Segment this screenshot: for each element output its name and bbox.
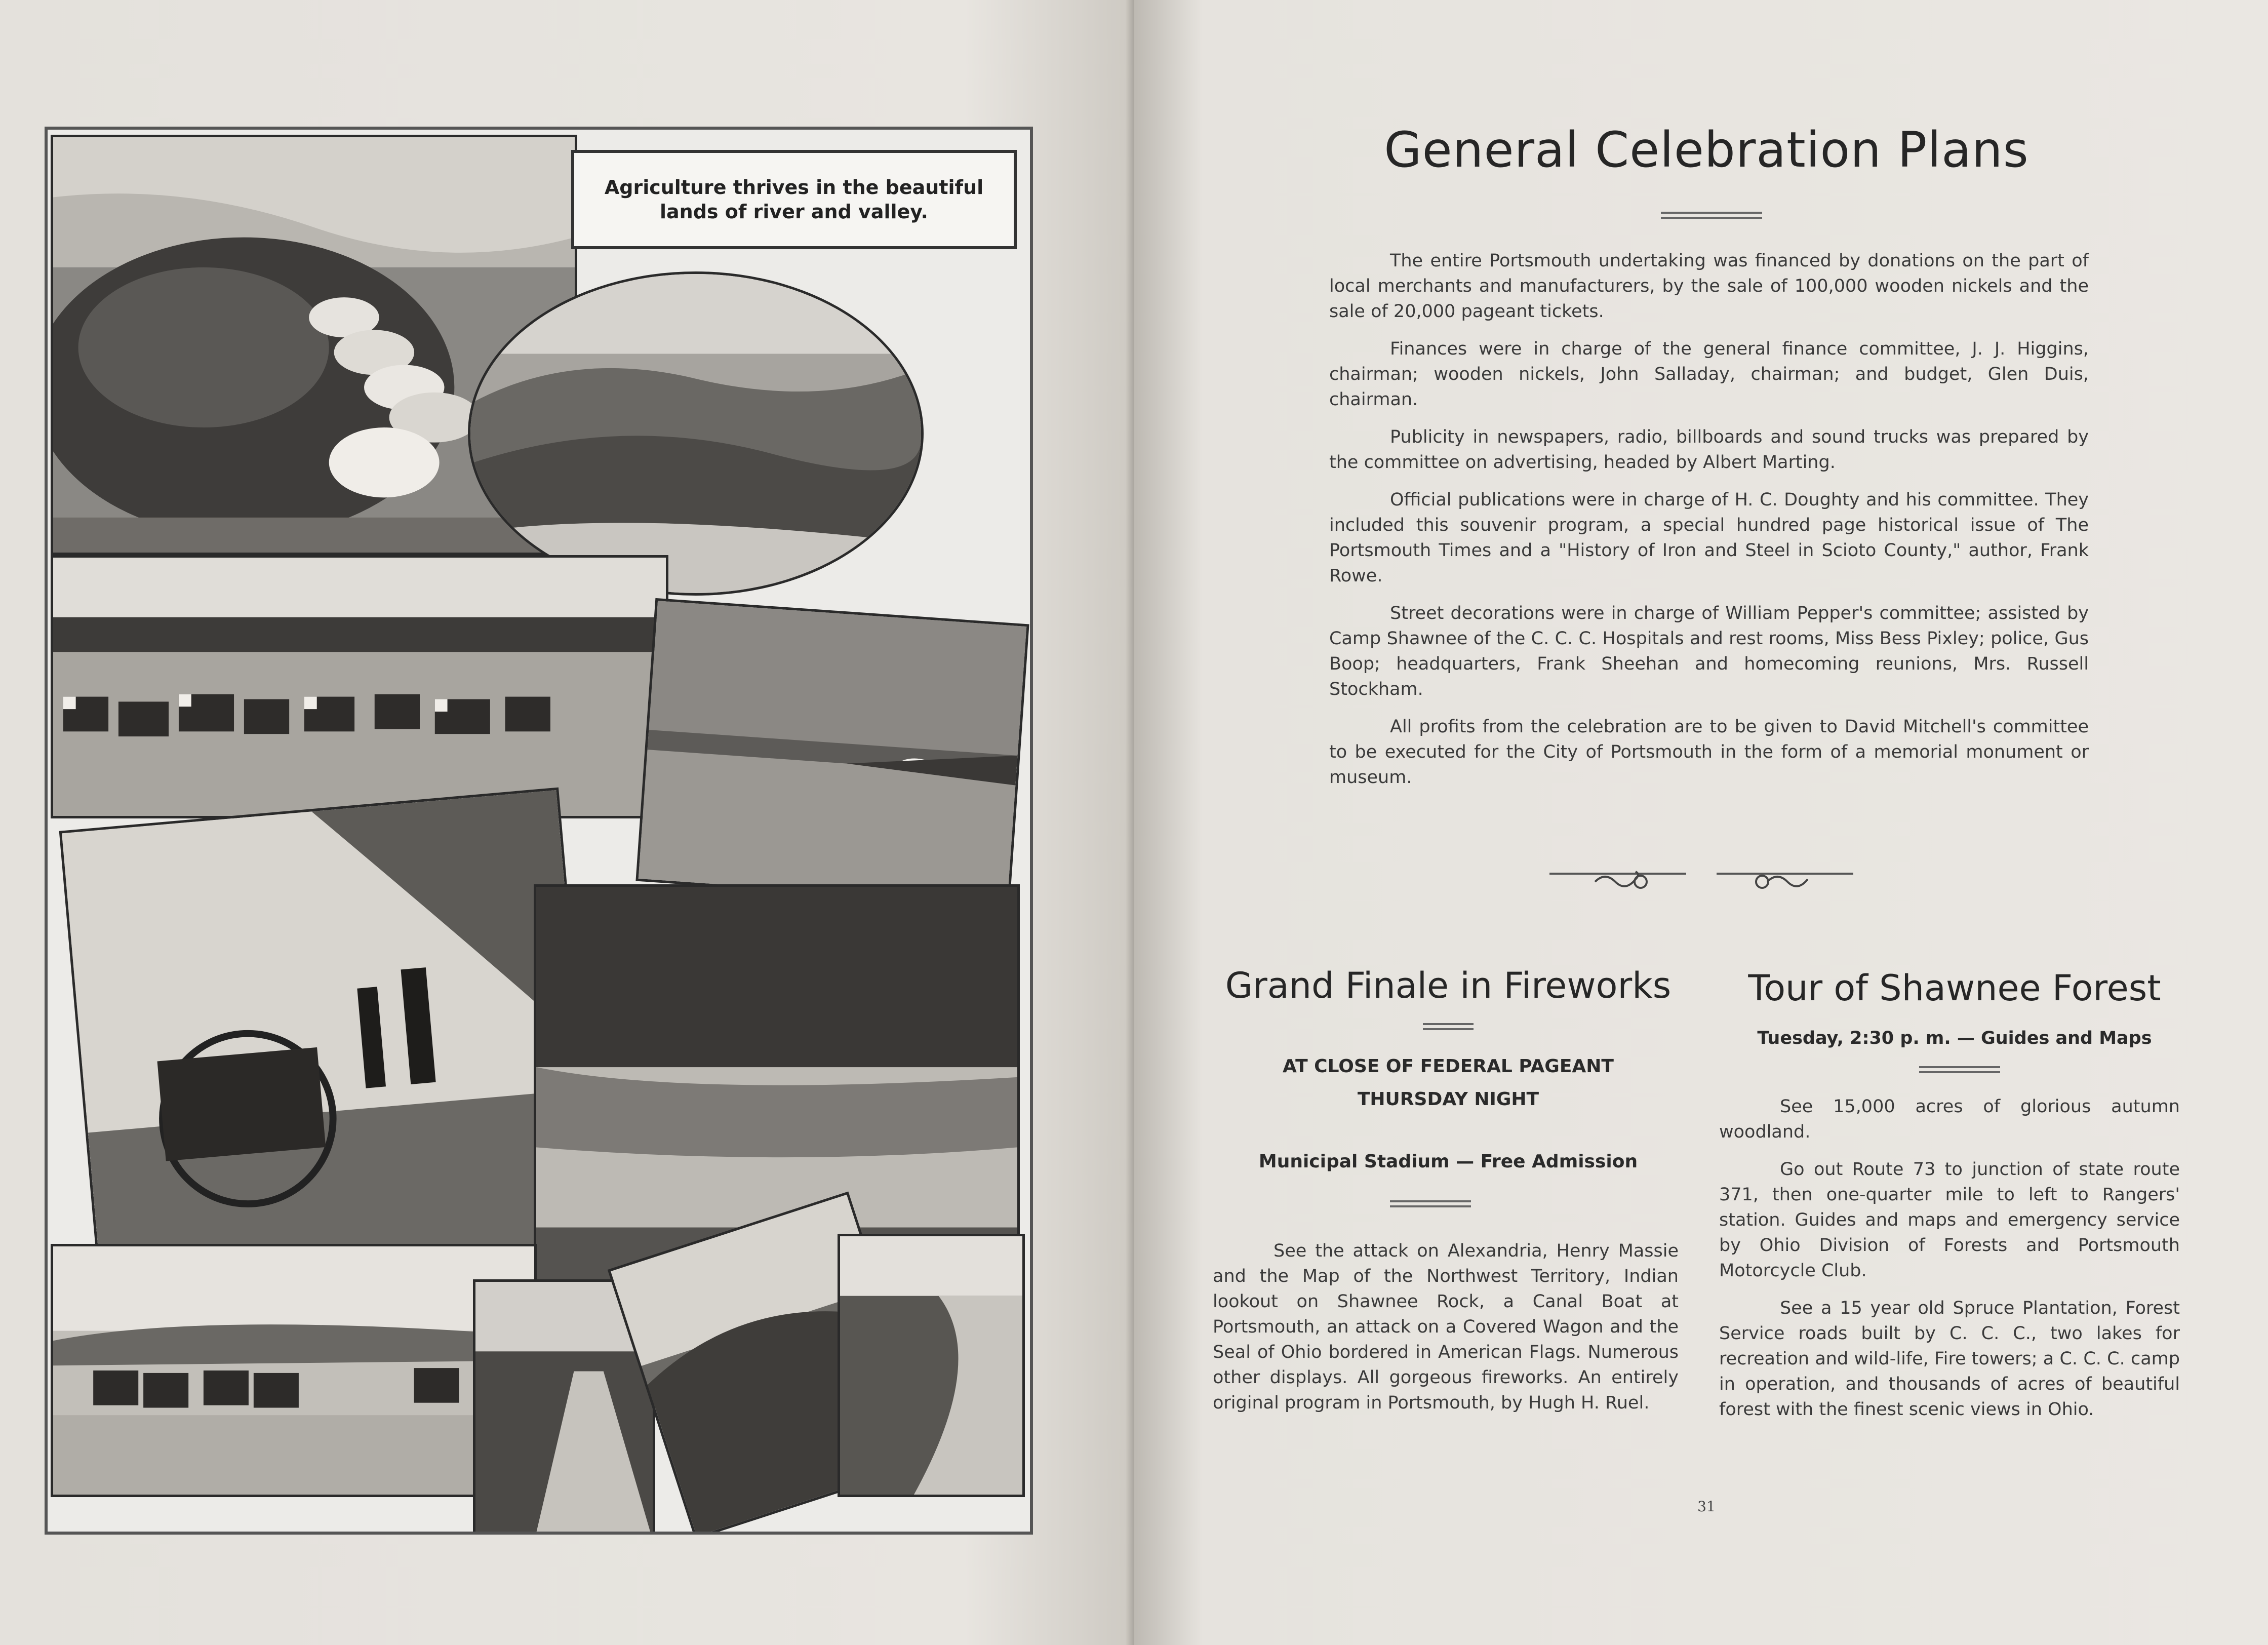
photo-horses-plowing: [51, 1244, 537, 1497]
forest-schedule: Tuesday, 2:30 p. m. — Guides and Maps: [1757, 1028, 2152, 1048]
paragraph: Street decorations were in charge of William Pepper's committee; assisted by Camp Shawnee of the C. C. C. Hospitals and rest rooms, Miss Bess Pixley; police, Gus Boop; headquarters, Frank Sheehan and homecoming reunions, Mrs. Russell Stockham.: [1329, 603, 2089, 699]
photo-tree-spraying: [59, 788, 599, 1285]
paragraph: Official publications were in charge of H. C. Doughty and his committee. They included this souvenir program, a special hundred page historical issue of The Portsmouth Times and a "History of Iron and Steel in Scioto County," author, Frank Rowe.: [1329, 490, 2089, 586]
paragraph: See a 15 year old Spruce Plantation, Forest Service roads built by C. C. C., two lakes for recreation and wild-life, Fire towers; a C. C. C. camp in operation, and thousands of acres of beautiful forest with the finest scenic views in Ohio.: [1719, 1298, 2180, 1420]
paragraph: See the attack on Alexandria, Henry Massie and the Map of the Northwest Territory, Indian lookout on Shawnee Rock, a Canal Boat at Portsmouth, an attack on a Covered Wagon and the Seal of Ohio bordered in American Flags. Numerous other displays. All gorgeous fireworks. An entirely original program in Portsmouth, by Hugh H. Ruel.: [1213, 1241, 1679, 1413]
title-rule: [1661, 212, 1762, 219]
fireworks-location: Municipal Stadium — Free Admission: [1258, 1151, 1638, 1172]
paragraph: All profits from the celebration are to be given to David Mitchell's committee to be executed for the City of Portsmouth in the form of a memorial monument or museum.: [1329, 717, 2089, 788]
photo-river-valley: [468, 271, 924, 596]
forest-heading: Tour of Shawnee Forest: [1748, 967, 2161, 1009]
fireworks-night: THURSDAY NIGHT: [1357, 1089, 1539, 1110]
page-number: 31: [1697, 1498, 1716, 1515]
scroll-ornament-divider: [1549, 864, 1853, 894]
photo-cattle-field: [51, 555, 668, 818]
celebration-plans-text: [1329, 248, 2089, 802]
photo-collage: [45, 127, 1033, 1535]
fireworks-text: [1213, 1238, 1679, 1428]
paragraph: Go out Route 73 to junction of state route 371, then one-quarter mile to left to Rangers' station. Guides and maps and emergency service by Ohio Division of Forests and Portsmouth Motorcycle Club.: [1719, 1159, 2180, 1281]
photo-sunset-river: [635, 598, 1029, 907]
paragraph: Publicity in newspapers, radio, billboards and sound trucks was prepared by the committee on advertising, headed by Albert Marting.: [1329, 427, 2089, 473]
fireworks-rule: [1423, 1023, 1474, 1030]
fireworks-rule-2: [1390, 1200, 1471, 1207]
paragraph: Finances were in charge of the general finance committee, J. J. Higgins, chairman; wooden nickels, John Salladay, chairman; and budget, Glen Duis, chairman.: [1329, 339, 2089, 410]
collage-caption: Agriculture thrives in the beautiful lands of river and valley.: [571, 150, 1017, 249]
fireworks-time: AT CLOSE OF FEDERAL PAGEANT: [1283, 1056, 1614, 1077]
paragraph: The entire Portsmouth undertaking was financed by donations on the part of local merchants and manufacturers, by the sale of 100,000 wooden nickels and the sale of 20,000 pageant tickets.: [1329, 251, 2089, 322]
fireworks-heading: Grand Finale in Fireworks: [1225, 965, 1672, 1006]
forest-rule: [1919, 1066, 2000, 1073]
paragraph: See 15,000 acres of glorious autumn woodland.: [1719, 1096, 2180, 1142]
page-title: General Celebration Plans: [1384, 122, 2029, 178]
photo-river-bend: [838, 1234, 1025, 1497]
forest-text: [1719, 1094, 2180, 1434]
